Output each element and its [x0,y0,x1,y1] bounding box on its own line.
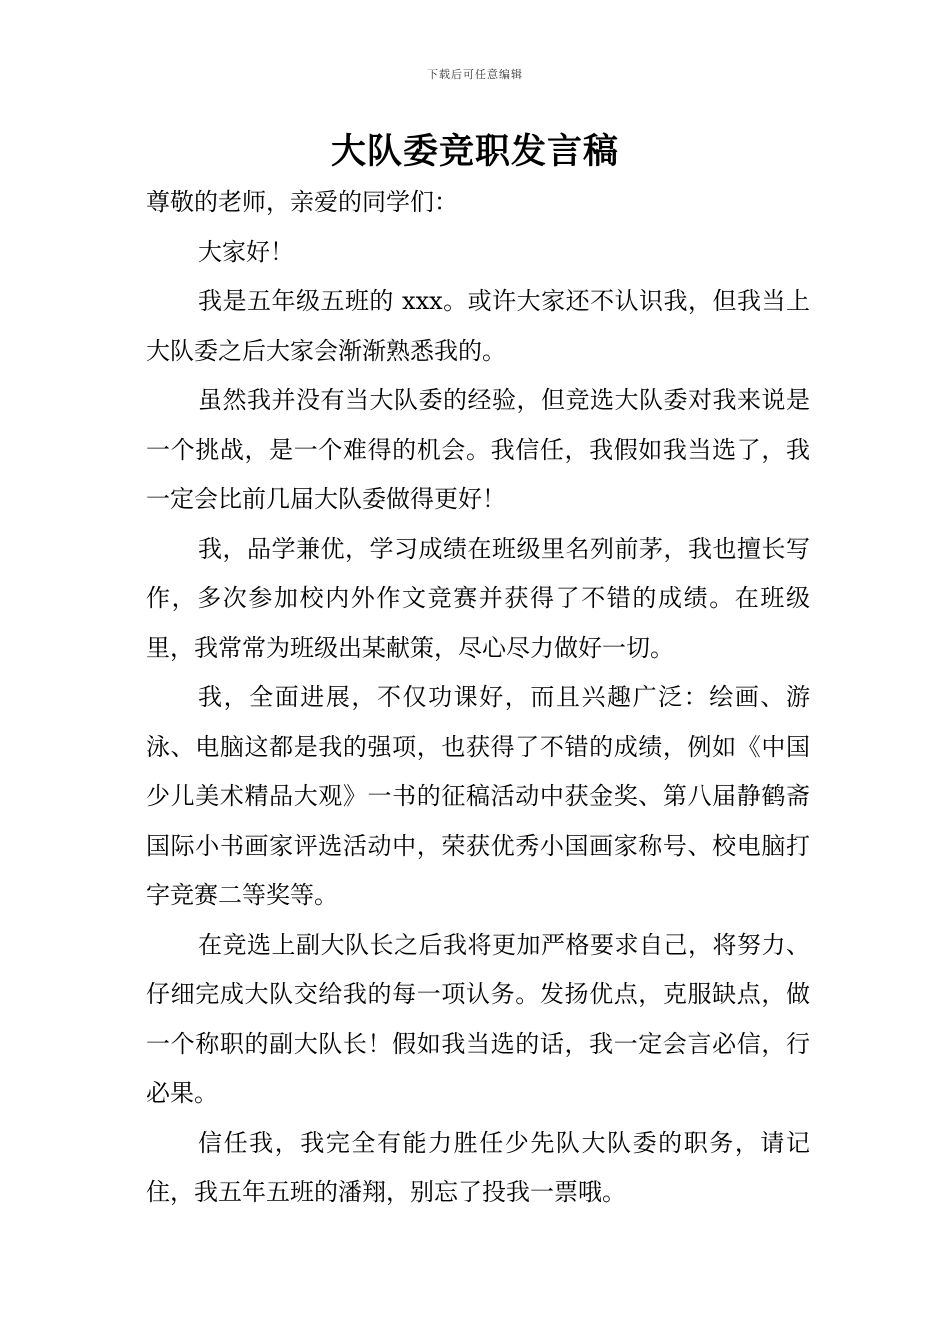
paragraph-closing: 信任我，我完全有能力胜任少先队大队委的职务，请记住，我五年五班的潘翔，别忘了投我一票哦。 [146,1128,810,1206]
paragraph-greeting: 大家好！ [198,237,294,266]
paragraph-interests: 我，全面进展，不仅功课好，而且兴趣广泛：绘画、游泳、电脑这都是我的强项，也获得了不错的成绩，例如《中国少儿美术精品大观》一书的征稿活动中获金奖、第八届静鹤斋国际小书画家评选活动中，荣获优秀小国画家称号、校电脑打字竞赛二等奖等。 [146,683,810,909]
paragraph-challenge: 虽然我并没有当大队委的经验，但竞选大队委对我来说是一个挑战，是一个难得的机会。我信任，我假如我当选了，我一定会比前几届大队委做得更好！ [146,386,810,513]
paragraph-introduction: 我是五年级五班的 xxx。或许大家还不认识我，但我当上大队委之后大家会渐渐熟悉我的。 [146,287,810,365]
paragraph-academics: 我，品学兼优，学习成绩在班级里名列前茅，我也擅长写作，多次参加校内外作文竞赛并获得了不错的成绩。在班级里，我常常为班级出某献策，尽心尽力做好一切。 [146,534,810,662]
document-title: 大队委竞职发言稿 [330,132,619,172]
paragraph-commitment: 在竞选上副大队长之后我将更加严格要求自己，将努力、仔细完成大队交给我的每一项认务。发扬优点，克服缺点，做一个称职的副大队长！假如我当选的话，我一定会言必信，行必果。 [146,930,810,1107]
document-body [146,178,810,1218]
header-note: 下载后可任意编辑 [427,68,523,81]
salutation: 尊敬的老师，亲爱的同学们： [146,188,458,216]
